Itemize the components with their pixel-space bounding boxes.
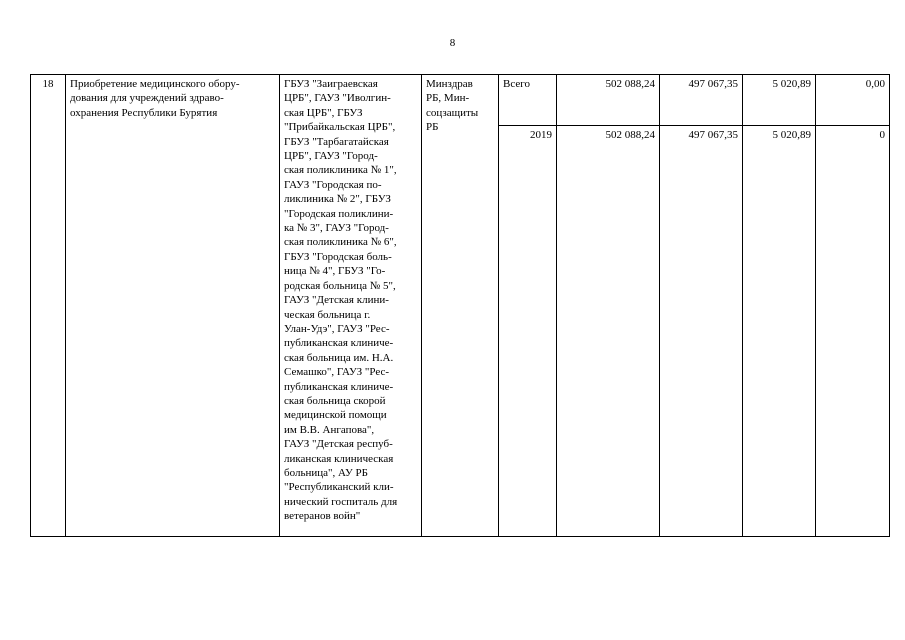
recipients-line: родская больница № 5",	[284, 279, 396, 292]
other-amount: 0	[879, 129, 885, 141]
program-table	[30, 74, 890, 537]
other-amount-cell	[816, 75, 890, 126]
recipients-line: Улан-Удэ", ГАУЗ "Рес-	[284, 322, 390, 335]
recipients-line: ка № 3", ГАУЗ "Город-	[284, 222, 389, 235]
recipients-line: "Прибайкальская ЦРБ",	[284, 121, 396, 134]
regional-amount: 5 020,89	[772, 129, 811, 141]
other-amount: 0,00	[865, 78, 885, 90]
recipients-line: ГАУЗ "Городская по-	[284, 178, 382, 191]
measure-name-line: дования для учреждений здраво-	[70, 92, 224, 105]
regional-amount-cell	[743, 126, 816, 537]
federal-amount-cell	[660, 126, 743, 537]
total-amount: 502 088,24	[605, 129, 655, 141]
page-number: 8	[449, 37, 456, 49]
table-row	[31, 75, 890, 126]
row-index-cell	[31, 75, 66, 537]
recipients-line: ская больница им. Н.А.	[284, 351, 394, 364]
recipients-line: Семашко", ГАУЗ "Рес-	[284, 366, 390, 379]
period-label: 2019	[530, 129, 552, 141]
recipients-line: публиканская клиниче-	[284, 337, 394, 350]
federal-amount: 497 067,35	[688, 78, 738, 90]
recipients-line: ветеранов войн"	[284, 510, 361, 523]
regional-amount-cell	[743, 75, 816, 126]
total-amount: 502 088,24	[605, 78, 655, 90]
recipients-line: публиканская клиниче-	[284, 380, 394, 393]
recipients-line: больница", АУ РБ	[284, 466, 368, 479]
recipients-line: ская ЦРБ", ГБУЗ	[284, 106, 363, 119]
measure-name-line: Приобретение медицинского обору-	[70, 78, 240, 90]
recipients-line: ская поликлиника № 1",	[284, 164, 397, 177]
recipients-line: ликлиника № 2", ГБУЗ	[284, 193, 391, 206]
regional-amount: 5 020,89	[772, 78, 811, 90]
recipients-line: ликанская клиническая	[284, 452, 394, 465]
measure-name-line: охранения Республики Бурятия	[70, 106, 218, 119]
executor-line: РБ	[426, 121, 439, 134]
recipients-line: ГБУЗ "Городская боль-	[284, 250, 392, 263]
measure-name-cell	[66, 75, 280, 537]
recipients-line: ница № 4", ГБУЗ "Го-	[284, 265, 386, 278]
recipients-line: ЦРБ", ГАУЗ "Город-	[284, 150, 378, 163]
recipients-line: ГБУЗ "Заиграевская	[284, 78, 378, 90]
recipients-line: медицинской помощи	[284, 409, 387, 422]
executor-line: Минздрав	[426, 78, 473, 90]
total-amount-cell	[557, 126, 660, 537]
federal-amount: 497 067,35	[688, 129, 738, 141]
recipients-line: ГАУЗ "Детская респуб-	[284, 438, 393, 451]
executor-line: соцзащиты	[426, 106, 479, 119]
recipients-line: нический госпиталь для	[284, 495, 398, 508]
recipients-line: им В.В. Ангапова",	[284, 423, 375, 436]
executor-cell	[422, 75, 499, 537]
recipients-line: ГБУЗ "Тарбагатайская	[284, 135, 389, 148]
executor-line: РБ, Мин-	[426, 92, 470, 105]
other-amount-cell	[816, 126, 890, 537]
federal-amount-cell	[660, 75, 743, 126]
period-label: Всего	[503, 78, 530, 90]
recipients-line: ческая больница г.	[284, 308, 371, 321]
row-index: 18	[42, 78, 54, 90]
period-label-cell	[499, 126, 557, 537]
total-amount-cell	[557, 75, 660, 126]
recipients-cell	[280, 75, 422, 537]
recipients-line: ГАУЗ "Детская клини-	[284, 294, 389, 307]
recipients-line: "Городская поликлини-	[284, 207, 394, 220]
recipients-line: ская поликлиника № 6",	[284, 236, 397, 249]
period-label-cell	[499, 75, 557, 126]
recipients-line: ская больница скорой	[284, 394, 386, 407]
recipients-line: ЦРБ", ГАУЗ "Иволгин-	[284, 92, 391, 105]
recipients-line: "Республиканский кли-	[284, 481, 394, 494]
